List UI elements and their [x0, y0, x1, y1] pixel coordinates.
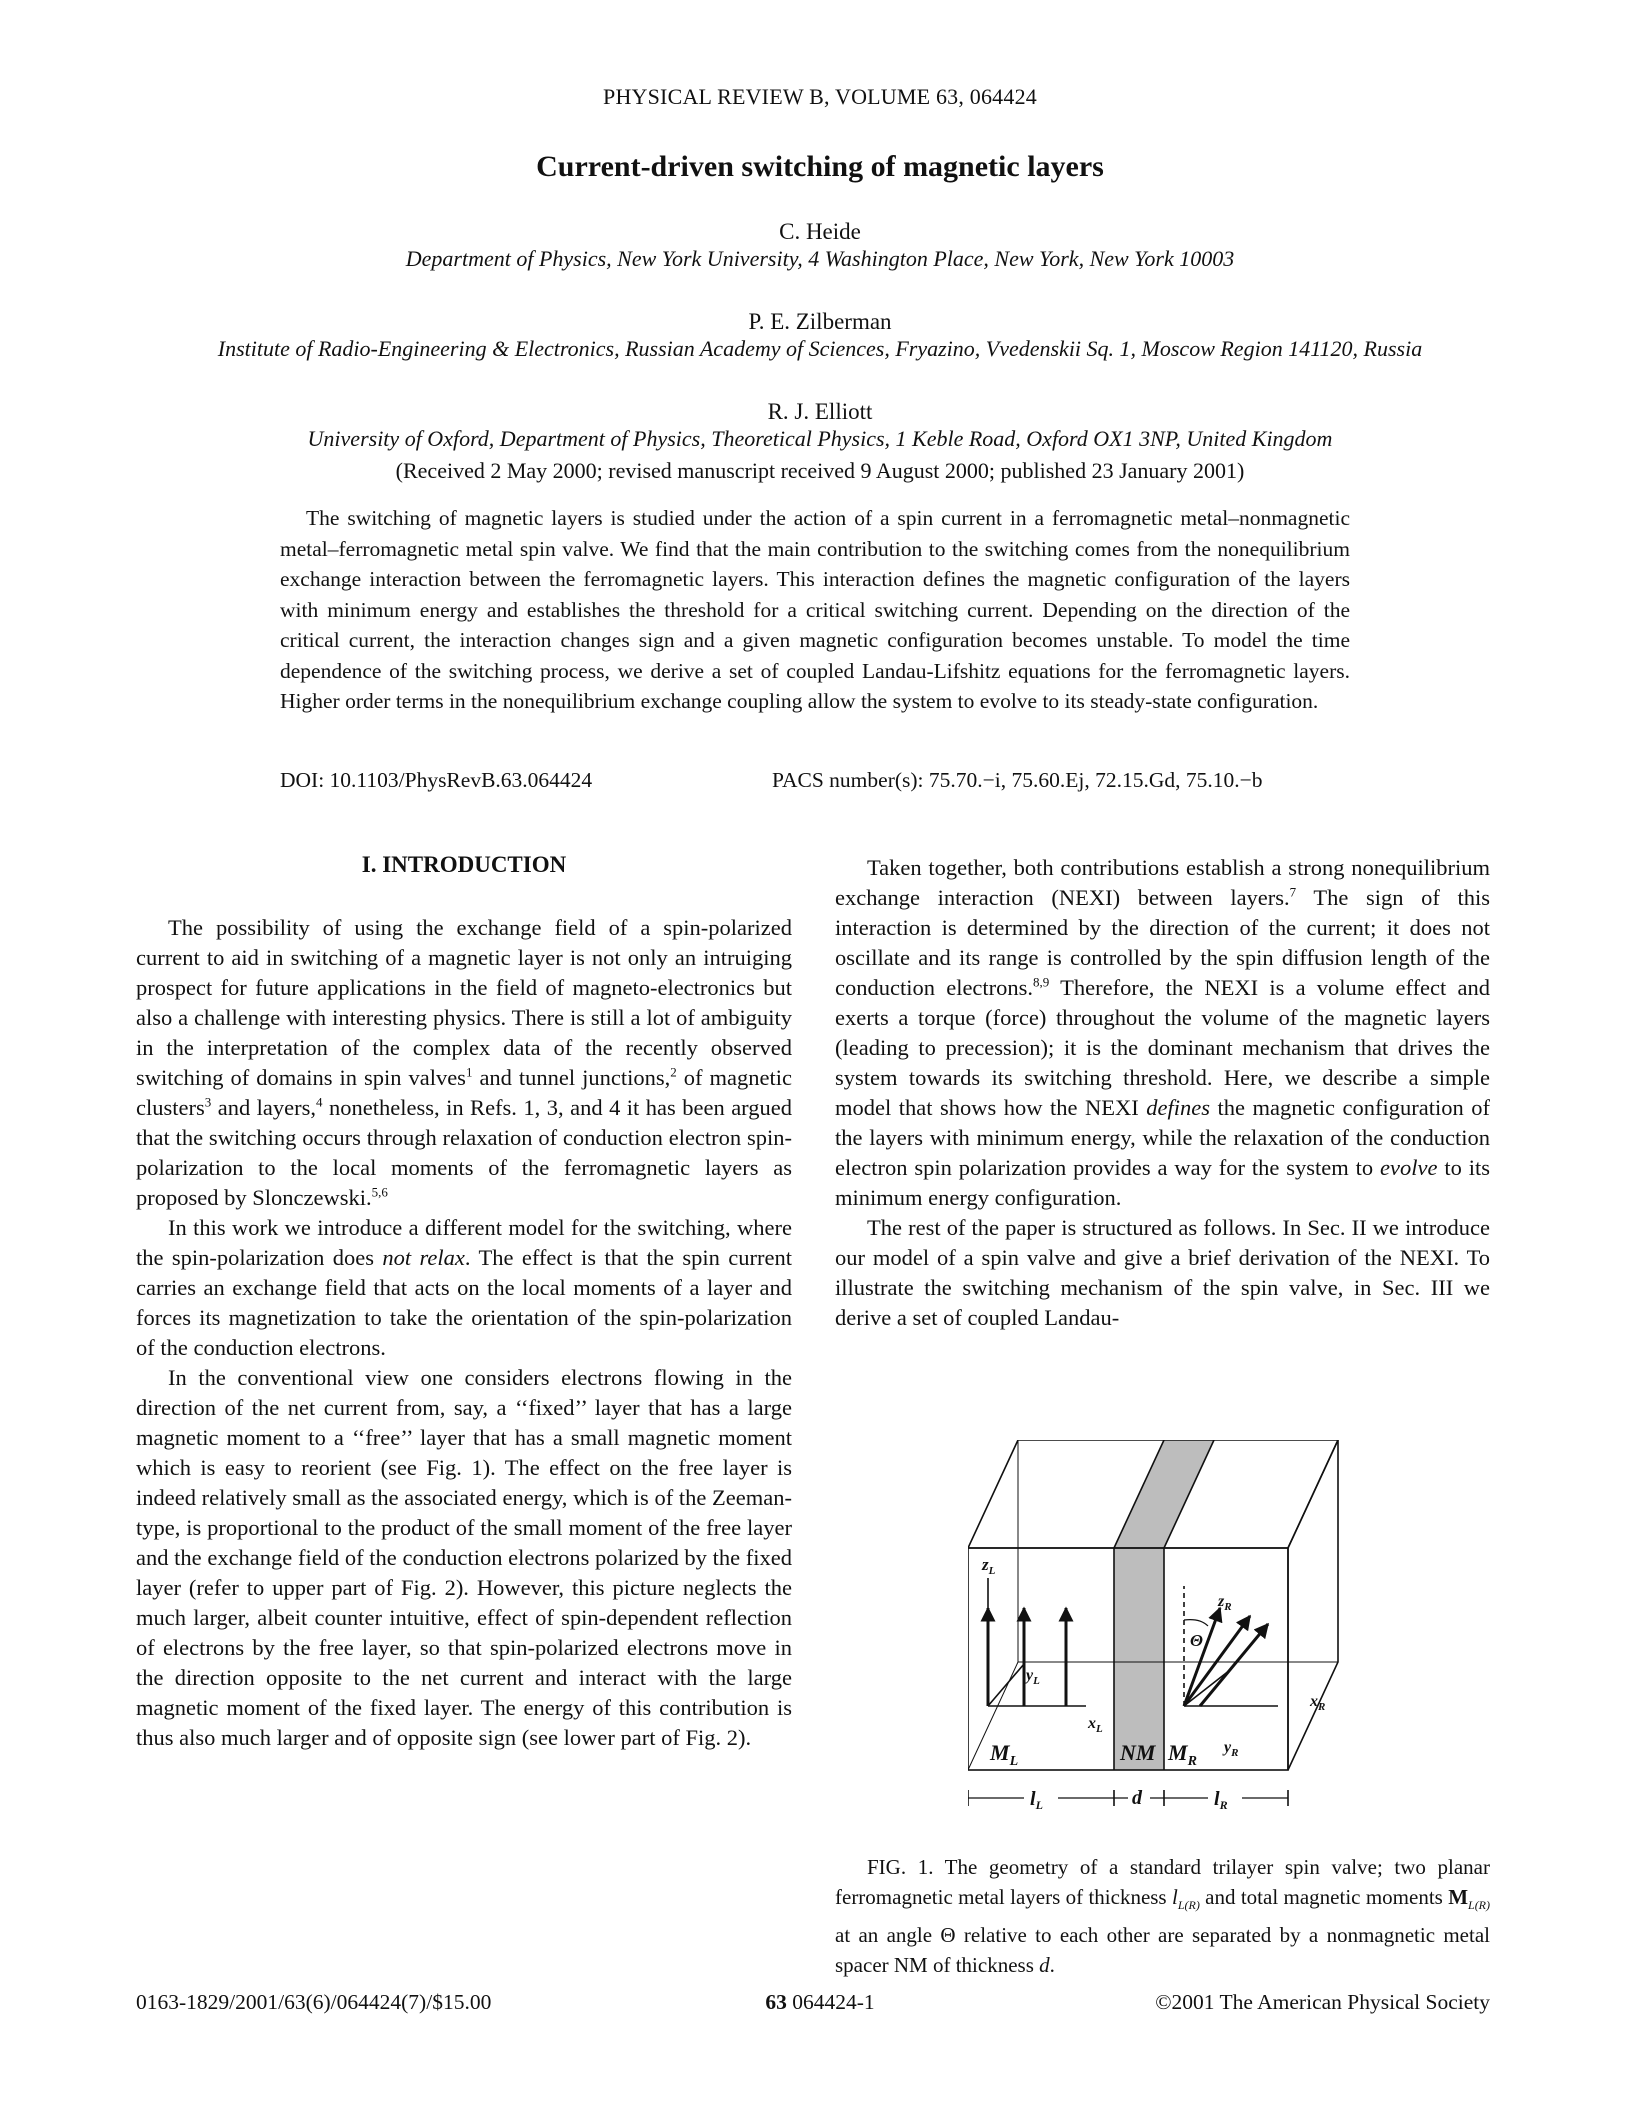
author-name: C. Heide: [779, 219, 861, 244]
author-name: P. E. Zilberman: [748, 309, 892, 334]
paragraph: The possibility of using the exchange field of a spin-polarized current to aid in switching of a magnetic layer is not only an intruiging prospect for future applications in the field of magneto-electronics but also a challenge with interesting physics. There is still a lot of ambiguity in the interpretation of the complex data of the recently observed switching of domains in spin valves$^1$ and tunnel junctions,$^2$ of magnetic clusters$^3$ and layers,$^4$ nonetheless, in Refs. 1, 3, and 4 it has been argued that the switching occurs through relaxation of conduction electron spin-polarization to the local moments of the ferromagnetic layers as proposed by Slonczewski.$^{5,6}$: [136, 915, 792, 1210]
section-heading: I. INTRODUCTION: [361, 852, 567, 877]
d-label: d: [1132, 1787, 1142, 1809]
author-affiliation: University of Oxford, Department of Physics, Theoretical Physics, 1 Keble Road, Oxford OX1 3NP, United Kingdom: [307, 426, 1333, 451]
nm-spacer-front: [1114, 1548, 1164, 1770]
nm-spacer-top: [1114, 1440, 1214, 1548]
reference-superscript[interactable]: 4: [316, 1094, 323, 1110]
y-r-label: $y_R$: [1224, 1739, 1239, 1759]
reference-superscript[interactable]: 5,6: [371, 1184, 388, 1200]
reference-superscript[interactable]: 7: [1289, 884, 1297, 900]
footer-code: 0163-1829/2001/63(6)/064424(7)/$15.00: [136, 1990, 492, 2014]
author-name: R. J. Elliott: [767, 399, 873, 424]
l-l-label: $l_L$: [1030, 1788, 1043, 1812]
reference-superscript[interactable]: 1: [465, 1064, 473, 1080]
m-r-label: $M_R$: [1168, 1740, 1197, 1769]
z-r-label: $z_R$: [1218, 1593, 1232, 1613]
y-l-label: $y_L$: [1026, 1667, 1040, 1687]
x-r-label: $x_R$: [1310, 1693, 1326, 1713]
left-column: [136, 913, 792, 1753]
footer-copyright: ©2001 The American Physical Society: [1155, 1990, 1490, 2014]
paragraph: Taken together, both contributions establish a strong nonequilibrium exchange interaction (NEXI) between layers.$^7$ The sign of this interaction is determined by the direction of the current; it does not oscillate and its range is controlled by the spin diffusion length of the conduction electrons.$^{8,9}$ Therefore, the NEXI is a volume effect and exerts a torque (force) throughout the volume of the magnetic layers (leading to precession); it is the dominant mechanism that drives the system towards its switching threshold. Here, we describe a simple model that shows how the NEXI defines the magnetic configuration of the layers with minimum energy, while the relaxation of the conduction electron spin polarization provides a way for the system to evolve to its minimum energy configuration.: [835, 855, 1490, 1210]
reference-superscript[interactable]: 3: [204, 1094, 212, 1110]
received-dates: (Received 2 May 2000; revised manuscript received 9 August 2000; published 23 January 2001): [395, 458, 1245, 483]
paragraph: In this work we introduce a different model for the switching, where the spin-polarization does not relax. The effect is that the spin current carries an exchange field that acts on the local moments of a layer and forces its magnetization to take the orientation of the spin-polarization of the conduction electrons.: [136, 1215, 792, 1360]
doi[interactable]: DOI: 10.1103/PhysRevB.63.064424: [280, 768, 593, 792]
m-l-label: $M_L$: [990, 1740, 1019, 1769]
reference-superscript[interactable]: 8,9: [1033, 974, 1050, 990]
figure-1-spin-valve-diagram: [968, 1440, 1360, 1820]
nm-label: NM: [1120, 1740, 1156, 1765]
abstract: The switching of magnetic layers is studied under the action of a spin current in a ferromagnetic metal–nonmagnetic metal–ferromagnetic metal spin valve. We find that the main contribution to the switching comes from the nonequilibrium exchange interaction between the ferromagnetic layers. This interaction defines the magnetic configuration of the layers with minimum energy and establishes the threshold for a critical switching current. Depending on the direction of the critical current, the interaction changes sign and a given magnetic configuration becomes unstable. To model the time dependence of the switching process, we derive a set of coupled Landau-Lifshitz equations for the ferromagnetic layers. Higher order terms in the nonequilibrium exchange coupling allow the system to evolve to its steady-state configuration.: [280, 506, 1350, 713]
paragraph: In the conventional view one considers electrons flowing in the direction of the net current from, say, a ‘‘fixed’’ layer that has a large magnetic moment to a ‘‘free’’ layer that has a small magnetic moment which is easy to reorient (see Fig. 1). The effect on the free layer is indeed relatively small as the associated energy, which is of the Zeeman-type, is proportional to the product of the small moment of the free layer and the exchange field of the conduction electrons polarized by the fixed layer (refer to upper part of Fig. 2). However, this picture neglects the much larger, albeit counter intuitive, effect of spin-dependent reflection of electrons by the free layer, so that spin-polarized electrons move in the direction opposite to the net current and interact with the large magnetic moment of the fixed layer. The energy of this contribution is thus also much larger and of opposite sign (see lower part of Fig. 2).: [136, 1365, 792, 1750]
author-affiliation: Department of Physics, New York University, 4 Washington Place, New York, New York 10003: [405, 246, 1235, 271]
journal-header: PHYSICAL REVIEW B, VOLUME 63, 064424: [603, 84, 1037, 109]
footer-page-number: 63 064424-1: [765, 1990, 875, 2014]
z-l-label: $z_L$: [982, 1555, 996, 1577]
theta-label: Θ: [1190, 1631, 1203, 1650]
author-affiliation: Institute of Radio-Engineering & Electronics, Russian Academy of Sciences, Fryazino, Vvedenskii Sq. 1, Moscow Region 141120, Russia: [217, 336, 1423, 361]
right-column: [835, 853, 1490, 1333]
pacs-numbers: PACS number(s): 75.70.−i, 75.60.Ej, 72.15.Gd, 75.10.−b: [772, 768, 1263, 792]
x-l-label: $x_L$: [1088, 1715, 1103, 1735]
reference-superscript[interactable]: 2: [670, 1064, 677, 1080]
paper-title: Current-driven switching of magnetic layers: [536, 150, 1104, 183]
l-r-label: $l_R$: [1214, 1788, 1228, 1812]
figure-caption: FIG. 1. The geometry of a standard trilayer spin valve; two planar ferromagnetic metal layers of thickness $l_{L(R)}$ and total magnetic moments $M_{L(R)}$ at an angle Θ relative to each other are separated by a nonmagnetic metal spacer NM of thickness d.: [835, 1855, 1491, 1978]
paragraph: The rest of the paper is structured as follows. In Sec. II we introduce our model of a spin valve and give a brief derivation of the NEXI. To illustrate the switching mechanism of the spin valve, in Sec. III we derive a set of coupled Landau-: [835, 1215, 1490, 1330]
